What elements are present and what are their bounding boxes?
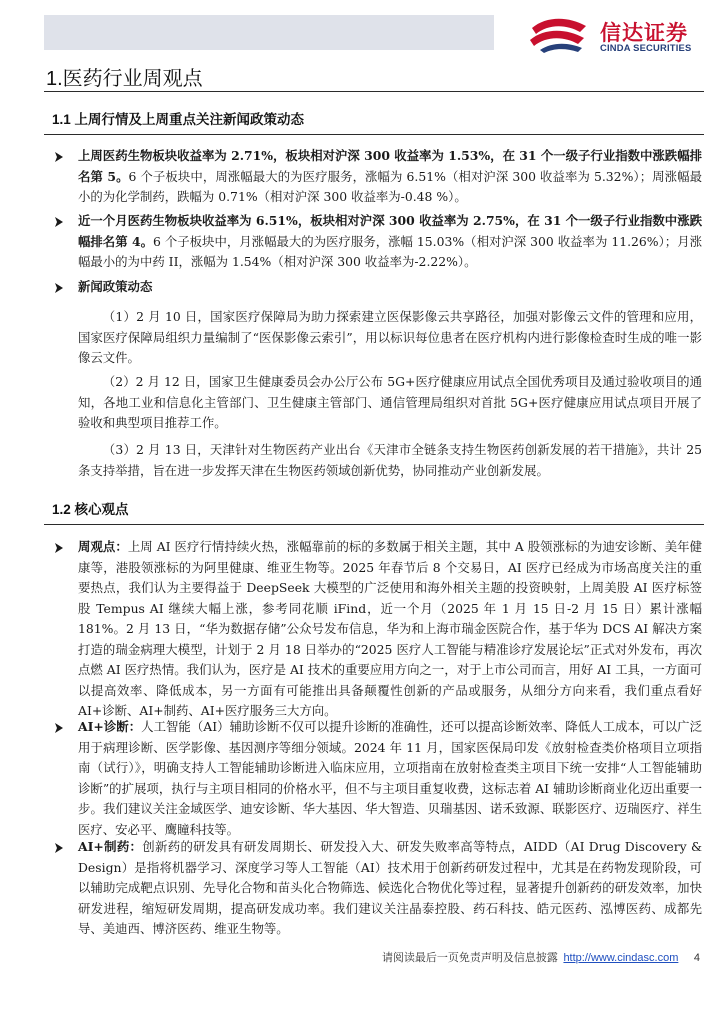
arrow-bullet-icon [53,151,67,165]
subsection-1-1-rule [44,134,704,135]
arrow-bullet-icon [53,722,67,736]
arrow-bullet-icon [53,842,67,856]
brand-name-en: CINDA SECURITIES [600,42,692,53]
section-title-rule [44,91,704,92]
weekly-view-lead: 周观点： [78,539,128,554]
header-band [44,15,494,50]
ai-pharma-paragraph [78,837,702,940]
ai-diagnosis-paragraph [78,717,702,840]
weekly-view-paragraph [78,537,702,722]
brand-name-cn: 信达证券 [600,21,688,45]
news-policy-lead: 新闻政策动态 [78,279,153,294]
arrow-bullet-icon [53,542,67,556]
ai-pharma-body: 创新药的研发具有研发周期长、研发投入大、研发失败率高等特点，AIDD（AI Drug Discovery & Design）是指将机器学习、深度学习等人工智能（AI）技术用于创新药研发过程中，尤其是在药物发现阶段，可以辅助完成靶点识别、先导化合物和苗头化合物筛选、候选化合物优化等过程，显著提升创新药的研发效率，加快研发进程，缩短研发周期，提高研发成功率。我们建议关注晶泰控股、药石科技、皓元医药、泓博医药、成都先导、美迪西、博济医药、维亚生物等。 [78,839,702,936]
arrow-bullet-icon [53,216,67,230]
weekly-view-body: 上周 AI 医疗行情持续火热，涨幅靠前的标的多数属于相关主题，其中 A 股领涨标的为迪安诊断、美年健康等，港股领涨标的为阿里健康、维亚生物等。2025 年春节后 8 个交易日，AI 医疗已经成为市场高度关注的重要热点，我们认为主要得益于 DeepSeek 大模型的广泛使用和海外相关主题的投资映射，上周美股 AI 医疗标签股 Tempus AI 继续大幅上涨，参考同花顺 iFind，近一个月（2025 年 1 月 15 日-2 月 15 日）累计涨幅 181%。2 月 13 日，“华为数据存储”公众号发布信息，华为和上海市瑞金医院合作，基于华为 DCS AI 解决方案打造的瑞金病理大模型，计划于 2 月 18 日举办的“2025 医疗人工智能与精准诊疗发展论坛”正式对外发布，再次点燃 AI 医疗热情。我们认为，医疗是 AI 技术的重要应用方向之一，对于上市公司而言，用好 AI 工具，一方面可以提高效率、降低成本，另一方面有可能推出具备颠覆性创新的产品或服务，从细分方向来看，我们重点看好 AI+诊断、AI+制药、AI+医疗服务三大方向。 [78,539,703,718]
section-title: 1.医药行业周观点 [46,68,203,90]
arrow-bullet-icon [53,282,67,296]
footer-disclaimer: 请阅读最后一页免责声明及信息披露 [381,951,558,964]
news-item-2: （2）2 月 12 日，国家卫生健康委员会办公厅公布 5G+医疗健康应用试点全国优秀项目及通过验收项目的通知，各地工业和信息化主管部门、卫生健康主管部门、通信管理局组织对首批 5G+医疗健康应用试点项目开展了验收和典型项目推荐工作。 [78,374,702,430]
monthly-market-body: 6 个子板块中，月涨幅最大的为医疗服务，涨幅 15.03%（相对沪深 300 收益率为 11.26%）；月涨幅最小的为中药 II，涨幅为 1.54%（相对沪深 300 收益率为-2.22%）。 [78,233,702,269]
ai-pharma-lead: AI+制药： [78,839,143,854]
weekly-market-body: 6 个子板块中，周涨幅最大的为医疗服务，涨幅为 6.51%（相对沪深 300 收益率为 5.32%）；周涨幅最小的为化学制药，跌幅为 0.71%（相对沪深 300 收益率为-0.48 %）。 [78,168,703,204]
subsection-1-1-title: 1.1 上周行情及上周重点关注新闻政策动态 [52,112,305,127]
cinda-logo-mark-icon [528,14,592,54]
page-footer [382,949,700,965]
news-item-3: （3）2 月 13 日，天津针对生物医药产业出台《天津市全链条支持生物医药创新发展的若干措施》，共计 25 条支持举措，旨在进一步发挥天津在生物医药领域创新优势，协同推动产业创新发展。 [78,442,702,478]
weekly-market-lead: 上周医药生物板块收益率为 2.71%，板块相对沪深 300 收益率为 1.53%，在 31 个一级子行业指数中涨跌幅排名第 5。 [78,148,702,184]
footer-website-link[interactable]: http://www.cindasc.com [563,952,679,964]
weekly-market-paragraph [78,146,702,208]
subsection-1-2-rule [44,524,704,525]
page-number: 4 [693,952,700,964]
cinda-logo [528,14,703,54]
monthly-market-lead: 近一个月医药生物板块收益率为 6.51%，板块相对沪深 300 收益率为 2.75%，在 31 个一级子行业指数中涨跌幅排名第 4。 [78,213,702,249]
monthly-market-paragraph [78,211,702,273]
news-item-1: （1）2 月 10 日，国家医疗保障局为助力探索建立医保影像云共享路径，加强对影像云文件的管理和应用，国家医疗保障局组织力量编制了“医保影像云索引”，用以标识每位患者在医疗机构内进行影像检查时生成的唯一影像云文件。 [78,309,702,365]
ai-diagnosis-lead: AI+诊断： [78,719,142,734]
ai-diagnosis-body: 人工智能（AI）辅助诊断不仅可以提升诊断的准确性，还可以提高诊断效率、降低人工成本，可以广泛用于病理诊断、医学影像、基因测序等细分领域。2024 年 11 月，国家医保局印发《放射检查类价格项目立项指南（试行）》，明确支持人工智能辅助诊断进入临床应用，立项指南在放射检查类主项目下统一安排“人工智能辅助诊断”的扩展项，执行与主项目相同的价格水平，但不与主项目重复收费，这标志着 AI 辅助诊断商业化迈出重要一步。我们建议关注金域医学、迪安诊断、华大基因、华大智造、贝瑞基因、诺禾致源、联影医疗、迈瑞医疗、祥生医疗、安必平、鹰瞳科技等。 [78,719,703,837]
news-policy-heading [78,277,702,298]
subsection-1-2-title: 1.2 核心观点 [52,502,129,517]
